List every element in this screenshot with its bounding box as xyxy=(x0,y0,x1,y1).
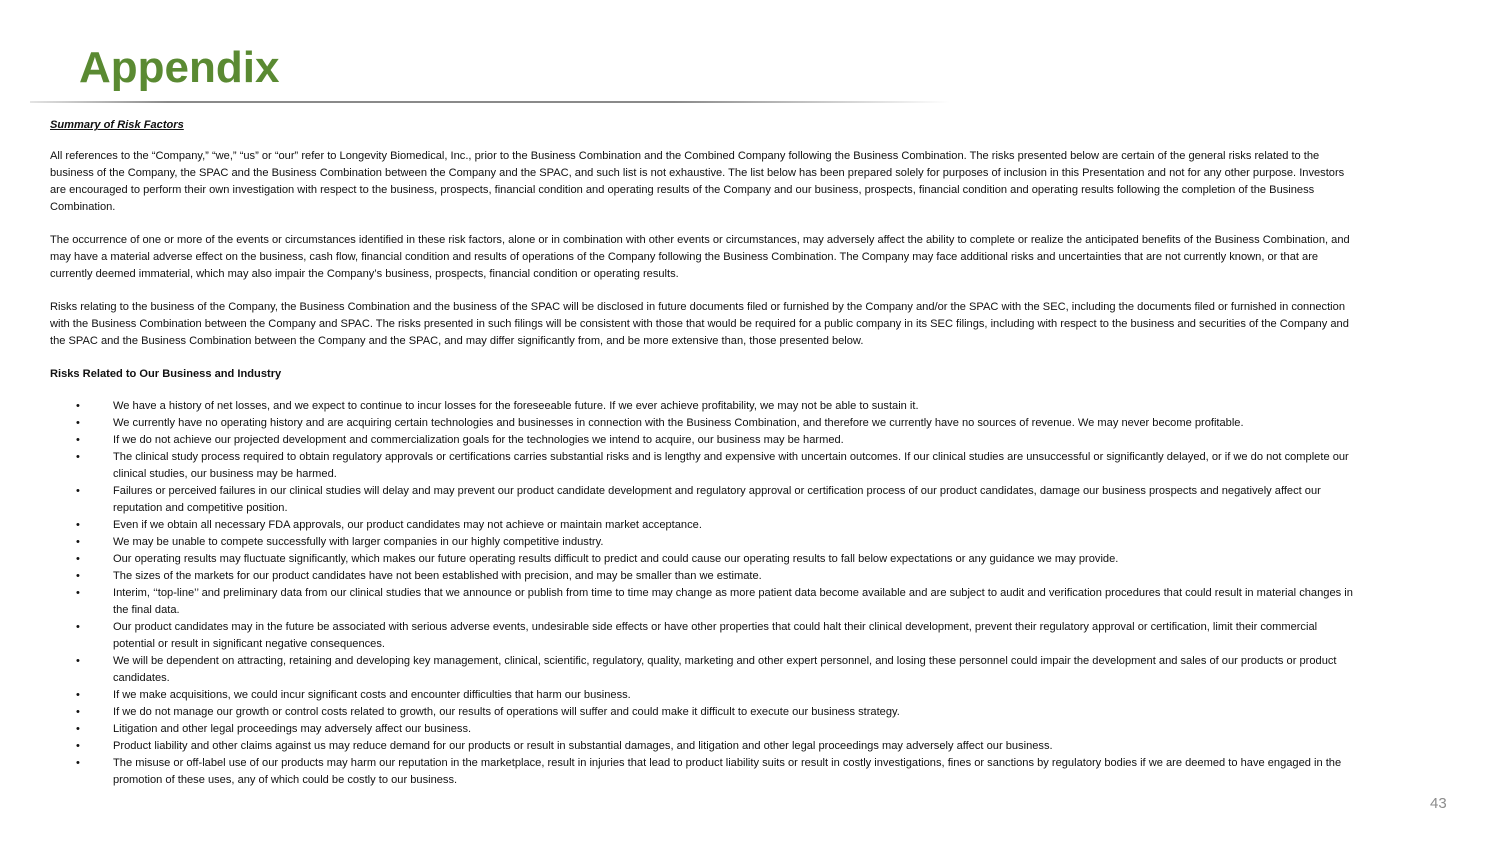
risk-factor-list xyxy=(50,398,1360,789)
risk-item: • If we do not manage our growth or control costs related to growth, our results of operations will suffer and could make it difficult to execute our business strategy. xyxy=(50,704,1360,721)
risk-item: • Failures or perceived failures in our clinical studies will delay and may prevent our product candidate development and regulatory approval or certification process of our product candidates, damage our business prospects and negatively affect our reputation and competitive position. xyxy=(50,483,1360,517)
risk-item: • We have a history of net losses, and we expect to continue to incur losses for the foreseeable future. If we ever achieve profitability, we may not be able to sustain it. xyxy=(50,398,1360,415)
section-heading: Summary of Risk Factors xyxy=(50,119,184,131)
risk-item: • If we do not achieve our projected development and commercialization goals for the technologies we intend to acquire, our business may be harmed. xyxy=(50,432,1360,449)
risk-item: • Our operating results may fluctuate significantly, which makes our future operating results difficult to predict and could cause our operating results to fall below expectations or any guidance we may provide. xyxy=(50,551,1360,568)
risk-item: • Our product candidates may in the future be associated with serious adverse events, undesirable side effects or have other properties that could halt their clinical development, prevent their regulatory approval or certification, limit their commercial potential or result in significant negative consequences. xyxy=(50,619,1360,653)
risk-item: • We will be dependent on attracting, retaining and developing key management, clinical, scientific, regulatory, quality, marketing and other expert personnel, and losing these personnel could impair the development and sales of our products or product candidates. xyxy=(50,653,1360,687)
risk-item: • Interim, ‘‘top-line’’ and preliminary data from our clinical studies that we announce or publish from time to time may change as more patient data become available and are subject to audit and verification procedures that could result in material changes in the final data. xyxy=(50,585,1360,619)
title-divider xyxy=(30,101,950,103)
paragraph-sec-filings: Risks relating to the business of the Company, the Business Combination and the business of the SPAC will be disclosed in future documents filed or furnished by the Company and/or the SPAC with the SEC, including the documents filed or furnished in connection with the Business Combination between the Company and SPAC. The risks presented in such filings will be consistent with those that would be required for a public company in its SEC filings, including with respect to the business and securities of the Company and the SPAC and the Business Combination between the Company and the SPAC, and may differ significantly from, and be more extensive than, those presented below. xyxy=(50,301,1349,347)
risk-item: • The sizes of the markets for our product candidates have not been established with precision, and may be smaller than we estimate. xyxy=(50,568,1360,585)
paragraph-references: All references to the “Company,” “we,” “us” or “our” refer to Longevity Biomedical, Inc., prior to the Business Combination and the Combined Company following the Business Combination. The risks presented below are certain of the general risks related to the business of the Company, the SPAC and the Business Combination between the Company and the SPAC, and such list is not exhaustive. The list below has been prepared solely for purposes of inclusion in this Presentation and not for any other purpose. Investors are encouraged to perform their own investigation with respect to the business, prospects, financial condition and operating results of the Company and our business, prospects, financial condition and operating results following the completion of the Business Combination. xyxy=(50,150,1345,213)
page-number: 43 xyxy=(1430,795,1447,812)
risk-item: • Product liability and other claims against us may reduce demand for our products or result in substantial damages, and litigation and other legal proceedings may adversely affect our business. xyxy=(50,738,1360,755)
risk-item: • The misuse or off-label use of our products may harm our reputation in the marketplace, result in injuries that lead to product liability suits or result in costly investigations, fines or sanctions by regulatory bodies if we are deemed to have engaged in the promotion of these uses, any of which could be costly to our business. xyxy=(50,755,1360,789)
risk-item: • The clinical study process required to obtain regulatory approvals or certifications carries substantial risks and is lengthy and expensive with uncertain outcomes. If our clinical studies are unsuccessful or significantly delayed, or if we do not complete our clinical studies, our business may be harmed. xyxy=(50,449,1360,483)
risk-item: • If we make acquisitions, we could incur significant costs and encounter difficulties that harm our business. xyxy=(50,687,1360,704)
slide-title: Appendix xyxy=(79,43,280,92)
risk-item: • We may be unable to compete successfully with larger companies in our highly competitive industry. xyxy=(50,534,1360,551)
slide-body xyxy=(50,117,1360,789)
risk-item: • Litigation and other legal proceedings may adversely affect our business. xyxy=(50,721,1360,738)
paragraph-occurrence: The occurrence of one or more of the events or circumstances identified in these risk factors, alone or in combination with other events or circumstances, may adversely affect the ability to complete or realize the anticipated benefits of the Business Combination, and may have a material adverse effect on the business, cash flow, financial condition and results of operations of the Company following the Business Combination. The Company may face additional risks and uncertainties that are not currently known, or that are currently deemed immaterial, which may also impair the Company’s business, prospects, financial condition or operating results. xyxy=(50,234,1350,280)
risk-item: • Even if we obtain all necessary FDA approvals, our product candidates may not achieve or maintain market acceptance. xyxy=(50,517,1360,534)
risk-item: • We currently have no operating history and are acquiring certain technologies and businesses in connection with the Business Combination, and therefore we currently have no sources of revenue. We may never become profitable. xyxy=(50,415,1360,432)
sub-heading-business-risks: Risks Related to Our Business and Industry xyxy=(50,368,282,380)
